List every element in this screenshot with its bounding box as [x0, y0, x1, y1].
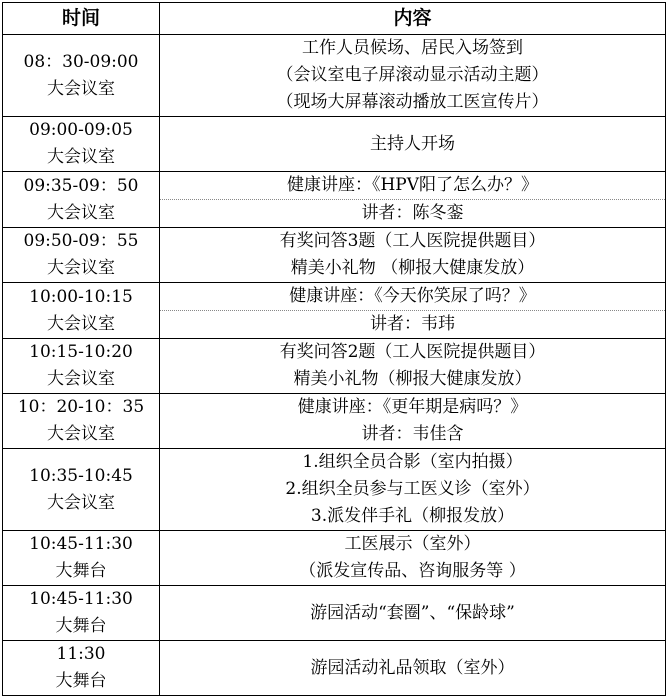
time-range: 11:30 [56, 644, 106, 664]
talk-title: 健康讲座：《更年期是病吗？》 [297, 397, 528, 417]
content-line: 有奖问答3题（工人医院提供题目） [279, 231, 546, 251]
time-range: 10：20-10：35 [17, 397, 145, 417]
content-cell [160, 449, 666, 531]
venue: 大会议室 [47, 202, 115, 223]
content-line: 工作人员候场、居民入场签到 [302, 38, 523, 58]
time-range: 10:15-10:20 [29, 342, 133, 362]
table-row [3, 35, 666, 117]
content-line: 2.组织全员参与工医义诊（室外） [285, 479, 540, 499]
speaker: 讲者：韦佳含 [361, 424, 464, 444]
speaker: 讲者：韦玮 [160, 310, 665, 338]
venue: 大会议室 [47, 258, 115, 278]
venue: 大会议室 [47, 369, 115, 389]
time-range: 09:00-09:05 [29, 120, 133, 140]
table-row [3, 586, 666, 641]
content-line: （派发宣传品、咨询服务等 ） [299, 561, 526, 581]
header-content: 内容 [160, 3, 666, 35]
venue: 大舞台 [55, 671, 107, 691]
header-time: 时间 [3, 3, 160, 35]
time-cell [3, 283, 160, 339]
content-cell [160, 641, 666, 696]
venue: 大会议室 [47, 424, 115, 444]
venue: 大会议室 [47, 78, 115, 99]
table-row [3, 394, 666, 449]
content-cell [160, 394, 666, 449]
table-row [3, 339, 666, 394]
time-range: 08：30-09:00 [23, 51, 139, 72]
time-cell [3, 586, 160, 641]
time-range: 10:45-11:30 [29, 589, 133, 609]
content-cell [160, 228, 666, 283]
time-cell [3, 35, 160, 117]
time-cell [3, 394, 160, 449]
time-cell [3, 449, 160, 531]
venue: 大会议室 [47, 147, 115, 167]
content-line: 游园活动“套圈”、“保龄球” [310, 602, 515, 623]
venue: 大舞台 [55, 616, 107, 636]
venue: 大会议室 [47, 492, 115, 513]
venue: 大会议室 [47, 313, 115, 334]
content-line: 有奖问答2题（工人医院提供题目） [279, 342, 546, 362]
time-range: 09:35-09：50 [23, 175, 139, 196]
talk-title: 健康讲座：《今天你笑尿了吗？》 [289, 286, 536, 306]
content-cell [160, 339, 666, 394]
content-line: 1.组织全员合影（室内拍摄） [302, 452, 523, 472]
content-line: 精美小礼物（柳报大健康发放） [293, 369, 532, 389]
time-cell [3, 228, 160, 283]
schedule-table [2, 2, 666, 696]
time-cell [3, 117, 160, 172]
content-cell [160, 117, 666, 172]
content-cell [160, 172, 666, 228]
table-row [3, 117, 666, 172]
time-cell [3, 339, 160, 394]
time-range: 10:00-10:15 [29, 286, 133, 307]
content-line: 精美小礼物 （柳报大健康发放） [290, 258, 535, 278]
time-range: 10:45-11:30 [29, 534, 133, 554]
content-line: 3.派发伴手礼（柳报发放） [310, 506, 515, 526]
time-cell [3, 531, 160, 586]
time-range: 10:35-10:45 [29, 465, 133, 486]
table-row [3, 641, 666, 696]
content-line: 游园活动礼品领取（室外） [310, 657, 515, 678]
table-row [3, 283, 666, 339]
content-cell [160, 35, 666, 117]
talk-title: 健康讲座：《HPV阳了怎么办？》 [286, 175, 539, 195]
content-line: （现场大屏幕滚动播放工医宣传片） [276, 92, 549, 112]
content-line: 工医展示（室外） [344, 534, 481, 554]
header-row [3, 3, 666, 35]
table-row [3, 228, 666, 283]
content-line: （会议室电子屏滚动显示活动主题） [276, 65, 549, 85]
time-range: 09:50-09：55 [23, 231, 139, 251]
content-line: 主持人开场 [370, 133, 455, 154]
content-cell [160, 283, 666, 339]
content-cell [160, 531, 666, 586]
venue: 大舞台 [55, 561, 107, 581]
time-cell [3, 641, 160, 696]
content-cell [160, 586, 666, 641]
time-cell [3, 172, 160, 228]
speaker: 讲者：陈冬銮 [160, 199, 665, 227]
table-row [3, 172, 666, 228]
table-row [3, 449, 666, 531]
table-row [3, 531, 666, 586]
